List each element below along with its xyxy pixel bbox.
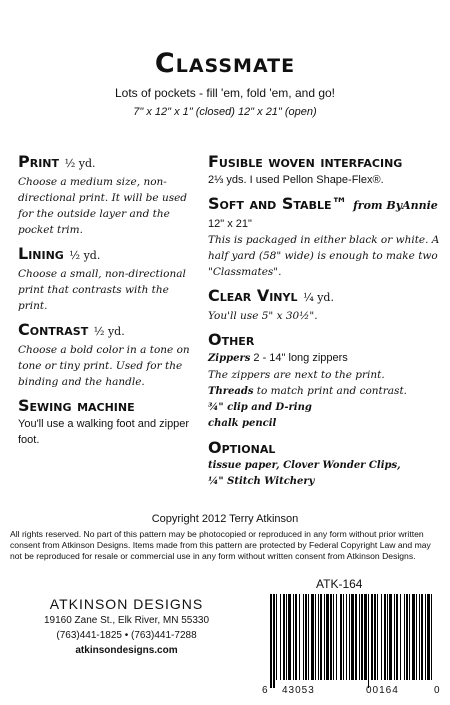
barcode-bar (427, 594, 430, 680)
section-contrast (18, 320, 196, 390)
barcode-bar (318, 594, 319, 680)
contrast-note: Choose a bold color in a tone on tone or tiny print. Used for the binding and the handle. (18, 344, 190, 388)
barcode-bar (336, 594, 337, 680)
barcode-bar (308, 594, 309, 680)
barcode-bar (387, 594, 388, 680)
barcode-bar (340, 594, 342, 680)
section-sewing-machine (18, 396, 196, 448)
sewing-machine-heading: Sewing machine (18, 396, 135, 415)
company-name: ATKINSON DESIGNS (49, 596, 204, 612)
barcode-bar (324, 594, 325, 680)
company-phones: (763)441-1825 • (763)441-7288 (56, 630, 197, 641)
company-address: 19160 Zane St., Elk River, MN 55330 (43, 615, 210, 626)
tagline: Lots of pockets - fill 'em, fold 'em, and go! (114, 86, 336, 100)
optional-heading: Optional (208, 438, 276, 457)
barcode-bar (270, 594, 272, 688)
stable-size: 12" x 21" (208, 218, 252, 230)
barcode-bar (333, 594, 334, 680)
threads-text: to match print and contrast. (256, 385, 408, 397)
threads-label: Threads (208, 386, 254, 397)
barcode-bar (326, 594, 329, 680)
other-heading: Other (208, 330, 255, 349)
barcode-left-digits: 43053 (282, 685, 315, 696)
product-code: ATK-164 (316, 577, 363, 591)
barcode-bar (320, 594, 322, 680)
barcode-bar (425, 594, 426, 680)
barcode-bar (384, 594, 386, 680)
barcode-bar (404, 594, 405, 680)
zippers-note: The zippers are next to the print. (208, 369, 385, 381)
lining-qty: ½ yd. (69, 249, 101, 262)
interfacing-heading: Fusible woven interfacing (208, 152, 403, 171)
barcode-bar (295, 594, 297, 680)
vinyl-heading: Clear Vinyl (208, 286, 298, 305)
stable-note: This is packaged in either black or white. A half yard (58" wide) is enough to make two "Classmates". (208, 234, 440, 278)
copyright: Copyright 2012 Terry Atkinson (151, 513, 299, 525)
dimensions: 7" x 12" x 1" (closed) 12" x 21" (open) (133, 106, 317, 118)
zippers-text: 2 - 14" long zippers (253, 352, 348, 364)
company-info (19, 595, 234, 658)
stable-brand: from ByAnnie (353, 199, 438, 212)
barcode-bar (381, 594, 382, 680)
pattern-title: Classmate (154, 48, 296, 79)
contrast-qty: ½ yd. (93, 325, 125, 338)
zippers-label: Zippers (208, 353, 251, 364)
barcode-bar (315, 594, 316, 680)
barcode-bar (330, 594, 332, 680)
barcode-bar (374, 594, 376, 680)
section-print (18, 152, 196, 238)
barcode-bar (346, 594, 347, 680)
section-interfacing (208, 152, 444, 188)
optional-line-2: ¼" Stitch Witchery (208, 476, 315, 487)
barcode (270, 594, 432, 688)
print-note: Choose a medium size, non-directional print. It will be used for the outside layer and the pocket trim. (18, 176, 188, 236)
barcode-bar (276, 594, 277, 680)
print-qty: ½ yd. (64, 157, 96, 170)
print-heading: Print (18, 152, 59, 171)
barcode-bar (349, 594, 350, 680)
barcode-bar (371, 594, 373, 680)
barcode-right-digits: 00164 (366, 685, 399, 696)
barcode-bar (394, 594, 395, 680)
chalk-item: chalk pencil (208, 418, 277, 429)
barcode-bar (361, 594, 363, 680)
section-clear-vinyl (208, 286, 444, 324)
left-column (18, 152, 196, 454)
section-lining (18, 244, 196, 314)
barcode-bar (359, 594, 360, 680)
contrast-heading: Contrast (18, 320, 89, 339)
section-soft-and-stable (208, 194, 444, 280)
vinyl-note: You'll use 5" x 30½". (208, 310, 318, 322)
barcode-bar (280, 594, 281, 680)
barcode-bar (400, 594, 401, 680)
lining-heading: Lining (18, 244, 64, 263)
barcode-bar (273, 594, 275, 688)
barcode-bar (419, 594, 420, 680)
barcode-bar (421, 594, 423, 680)
barcode-bar (351, 594, 354, 680)
section-optional (208, 438, 444, 490)
interfacing-note: 2⅓ yds. I used Pellon Shape-Flex®. (208, 174, 384, 186)
barcode-bar (286, 594, 287, 680)
vinyl-qty: ¼ yd. (303, 291, 334, 304)
barcode-bar (299, 594, 300, 680)
barcode-trail-digit: 0 (434, 685, 440, 696)
section-other (208, 330, 444, 432)
barcode-bar (412, 594, 415, 680)
barcode-bar (293, 594, 294, 680)
stable-heading: Soft and Stable™ (208, 194, 348, 213)
barcode-bar (283, 594, 285, 680)
sewing-machine-note: You'll use a walking foot and zipper foot. (18, 418, 190, 446)
barcode-bar (305, 594, 307, 680)
optional-line-1: tissue paper, Clover Wonder Clips, (208, 460, 401, 471)
barcode-bar (416, 594, 417, 680)
barcode-bar (311, 594, 314, 680)
company-website: atkinsondesigns.com (75, 645, 178, 656)
lining-note: Choose a small, non-directional print that contrasts with the print. (18, 268, 186, 312)
clip-item: ¾" clip and D-ring (208, 402, 312, 413)
barcode-bar (406, 594, 408, 680)
rights-notice: All rights reserved. No part of this pattern may be photocopied or reproduced in any form without prior written consent from Atkinson Designs. Items made from this pattern are protected by Federal Copyright Law and may not be reproduced for resale or commercial use in any form without written consent from Atkinson Designs. (10, 529, 431, 561)
barcode-bar (409, 594, 410, 680)
barcode-bar (389, 594, 392, 680)
barcode-bar (396, 594, 398, 680)
barcode-bar (431, 594, 432, 680)
barcode-bar (288, 594, 291, 680)
barcode-bar (364, 594, 367, 680)
barcode-bar (343, 594, 344, 680)
barcode-bar (377, 594, 378, 680)
right-column (208, 152, 444, 496)
barcode-lead-digit: 6 (262, 685, 268, 696)
barcode-bar (355, 594, 357, 680)
barcode-bar (303, 594, 304, 680)
barcode-bar (368, 594, 369, 688)
